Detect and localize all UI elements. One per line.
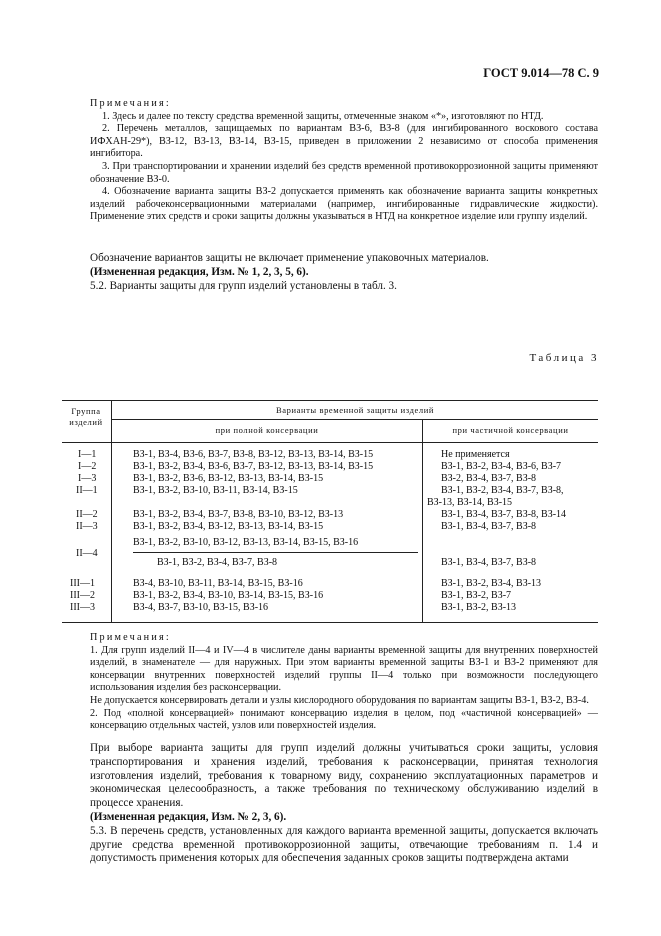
table-row-group: I—1 — [78, 449, 97, 460]
table-row-part: ВЗ-1, ВЗ-4, ВЗ-7, ВЗ-8, ВЗ-14 — [441, 509, 567, 520]
header-part: при частичной консервации — [452, 425, 569, 435]
table-row-group: II—4 — [76, 548, 98, 559]
table-row-full: ВЗ-4, ВЗ-7, ВЗ-10, ВЗ-15, ВЗ-16 — [133, 602, 269, 613]
table-row-group: I—3 — [78, 473, 97, 484]
note-item: 2. Под «полной консервацией» понимают консервацию изделия в целом, под «частичной консервацией» — консервацию отдельных частей, узлов или поверхностей изделия. — [90, 707, 598, 732]
table-row-part: ВЗ-2, ВЗ-4, ВЗ-7, ВЗ-8 — [441, 473, 537, 484]
edit-note: (Измененная редакция, Изм. № 1, 2, 3, 5, 6). — [90, 265, 309, 278]
table-bottom-rule — [62, 622, 598, 623]
table-row-group: III—1 — [70, 578, 95, 589]
paragraph: 5.2. Варианты защиты для групп изделий установлены в табл. 3. — [90, 279, 397, 292]
table-row-part-cont: ВЗ-13, ВЗ-14, ВЗ-15 — [427, 497, 513, 508]
table-row-group: III—2 — [70, 590, 95, 601]
body-block-1 — [90, 252, 598, 293]
table-caption: Таблица 3 — [529, 352, 599, 364]
table-row-full: ВЗ-4, ВЗ-10, ВЗ-11, ВЗ-14, ВЗ-15, ВЗ-16 — [133, 578, 303, 589]
note-item: 1. Здесь и далее по тексту средства временной защиты, отмеченные знаком «*», изготовляют по НТД. — [102, 110, 544, 122]
header-main: Варианты временной защиты изделий — [275, 405, 435, 415]
table-row-part: ВЗ-1, ВЗ-2, ВЗ-4, ВЗ-6, ВЗ-7 — [441, 461, 562, 472]
table-row-part: ВЗ-1, ВЗ-2, ВЗ-7 — [441, 590, 512, 601]
table-row-full-numerator: ВЗ-1, ВЗ-2, ВЗ-10, ВЗ-12, ВЗ-13, ВЗ-14, ВЗ-15, ВЗ-16 — [133, 537, 359, 548]
header-full: при полной консервации — [215, 425, 319, 435]
table-row-full-denominator: ВЗ-1, ВЗ-2, ВЗ-4, ВЗ-7, ВЗ-8 — [157, 557, 278, 568]
table-row-group: I—2 — [78, 461, 97, 472]
paragraph: Обозначение вариантов защиты не включает применение упаковочных материалов. — [90, 252, 489, 264]
page-header: ГОСТ 9.014—78 С. 9 — [483, 66, 599, 80]
table-header-rule — [111, 419, 598, 420]
table-row-group: II—1 — [76, 485, 98, 496]
table-row-full: ВЗ-1, ВЗ-2, ВЗ-10, ВЗ-11, ВЗ-14, ВЗ-15 — [133, 485, 298, 496]
paragraph: При выборе варианта защиты для групп изделий должны учитываться сроки защиты, условия транспортирования и хранения изделий, требования к расконсервации, принятая технология изготовления изделий, требования к товарному виду, сохранению эксплуатационных параметров и экономическая целесообразность, а также требования по техническому обслуживанию изделий в процессе хранения. — [90, 742, 598, 810]
note-item: 2. Перечень металлов, защищаемых по вариантам ВЗ-6, ВЗ-8 (для ингибированного воскового состава ИФХАН-29*), ВЗ-12, ВЗ-13, ВЗ-14, ВЗ-15, приведен в приложении 2 независимо от способа применения ингибитора. — [90, 123, 598, 160]
table-row-full: ВЗ-1, ВЗ-2, ВЗ-4, ВЗ-10, ВЗ-14, ВЗ-15, ВЗ-16 — [133, 590, 324, 601]
notes-title: Примечания: — [90, 98, 171, 109]
table-row-part: ВЗ-1, ВЗ-4, ВЗ-7, ВЗ-8 — [441, 557, 537, 568]
edit-note: (Измененная редакция, Изм. № 2, 3, 6). — [90, 810, 287, 823]
table-col-divider — [422, 419, 423, 622]
note-item: Не допускается консервировать детали и узлы кислородного оборудования по вариантам защиты ВЗ-1, ВЗ-2, ВЗ-4. — [90, 694, 589, 706]
table-row-group: III—3 — [70, 602, 95, 613]
table-row-group: II—2 — [76, 509, 98, 520]
notes-block-1 — [90, 98, 598, 224]
table-row-full: ВЗ-1, ВЗ-2, ВЗ-4, ВЗ-12, ВЗ-13, ВЗ-14, ВЗ-15 — [133, 521, 324, 532]
table-row-part: ВЗ-1, ВЗ-2, ВЗ-4, ВЗ-13 — [441, 578, 542, 589]
table-row-group: II—3 — [76, 521, 98, 532]
note-item: 3. При транспортировании и хранении изделий без средств временной противокоррозионной защиты применяют обозначение ВЗ-0. — [90, 160, 598, 185]
note-item: 1. Для групп изделий II—4 и IV—4 в числителе даны варианты временной защиты для внутренних поверхностей изделий, в знаменателе — для наружных. При этом варианты временной защиты ВЗ-1 и ВЗ-2 применяют для консервации внутренних поверхностей изделий группы II—4 только при возможности последующего использования изделия без расконсервации. — [90, 644, 598, 694]
table-top-rule — [62, 400, 598, 401]
table-header-bottom-rule — [62, 442, 598, 443]
paragraph: 5.3. В перечень средств, установленных для каждого варианта временной защиты, допускается включать другие средства временной противокоррозионной защиты, отвечающие требованиям п. 1.4 и допустимость применения которых для обеспечения заданных сроков защиты подтверждена актами — [90, 824, 598, 865]
table-row-full: ВЗ-1, ВЗ-2, ВЗ-6, ВЗ-12, ВЗ-13, ВЗ-14, ВЗ-15 — [133, 473, 324, 484]
notes-title: Примечания: — [90, 632, 171, 643]
table-row-part: ВЗ-1, ВЗ-2, ВЗ-4, ВЗ-7, ВЗ-8, — [441, 485, 564, 496]
note-item: 4. Обозначение варианта защиты ВЗ-2 допускается применять как обозначение варианта защиты конкретных изделий рабочеконсервационными материалами (например, ингибированные гидравлические жидкости). Применение этих средств и сроки защиты должны указываться в НТД на конкретное изделие или группу изделий. — [90, 186, 598, 223]
table-row-full: ВЗ-1, ВЗ-2, ВЗ-4, ВЗ-7, ВЗ-8, ВЗ-10, ВЗ-12, ВЗ-13 — [133, 509, 344, 520]
table-row-part: ВЗ-1, ВЗ-2, ВЗ-13 — [441, 602, 517, 613]
fraction-bar — [133, 552, 418, 553]
header-group: Группа изделий — [69, 406, 103, 427]
table-row-full: ВЗ-1, ВЗ-2, ВЗ-4, ВЗ-6, ВЗ-7, ВЗ-12, ВЗ-13, ВЗ-14, ВЗ-15 — [133, 461, 374, 472]
table-row-part: Не применяется — [441, 449, 510, 460]
table-row-full: ВЗ-1, ВЗ-4, ВЗ-6, ВЗ-7, ВЗ-8, ВЗ-12, ВЗ-13, ВЗ-14, ВЗ-15 — [133, 449, 374, 460]
notes-block-2 — [90, 632, 598, 733]
body-block-2 — [90, 742, 598, 866]
table-row-part: ВЗ-1, ВЗ-4, ВЗ-7, ВЗ-8 — [441, 521, 537, 532]
